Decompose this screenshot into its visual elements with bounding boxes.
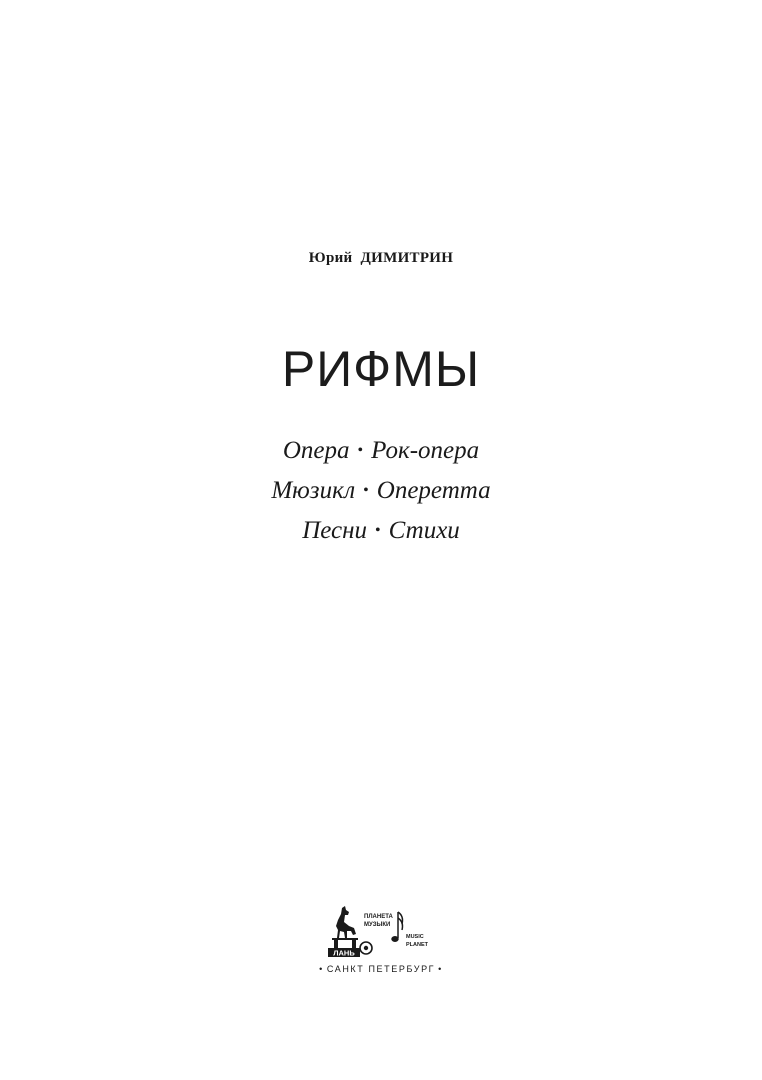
bullet-separator: • [363,482,369,499]
publisher-logo [318,904,438,958]
bullet-separator: • [375,522,381,539]
planeta-muzyki-wordmark [364,914,393,928]
city-dot: • [319,964,324,974]
city-name: САНКТ ПЕТЕРБУРГ [326,964,436,974]
svg-text:MUSIC: MUSIC [406,934,424,940]
lan-wordmark [328,948,360,958]
disc-icon [360,942,372,954]
bullet-separator: • [357,442,364,459]
genre-item: Опера [282,437,350,464]
book-title: РИФМЫ [281,341,481,397]
genre-line [0,432,762,472]
svg-text:ПЛАНЕТА: ПЛАНЕТА [364,914,393,920]
music-planet-wordmark [406,934,429,948]
genre-item: Песни [302,517,368,544]
author-name [0,250,762,267]
genre-item: Мюзикл [271,477,356,504]
genre-item: Рок-опера [371,437,480,464]
genre-item: Оперетта [376,477,491,504]
svg-text:МУЗЫКИ: МУЗЫКИ [364,922,391,928]
city-dot: • [438,964,443,974]
genre-line [0,472,762,512]
svg-text:ЛАНЬ: ЛАНЬ [333,948,355,958]
genre-item: Стихи [388,517,460,544]
author-last-name: ДИМИТРИН [360,250,454,266]
svg-text:PLANET: PLANET [406,942,428,948]
publisher-city [0,964,762,974]
doe-icon [332,906,358,950]
music-note-icon [392,912,403,941]
genre-line [0,512,762,552]
author-first-name: Юрий [308,250,353,266]
genre-list [0,432,762,552]
